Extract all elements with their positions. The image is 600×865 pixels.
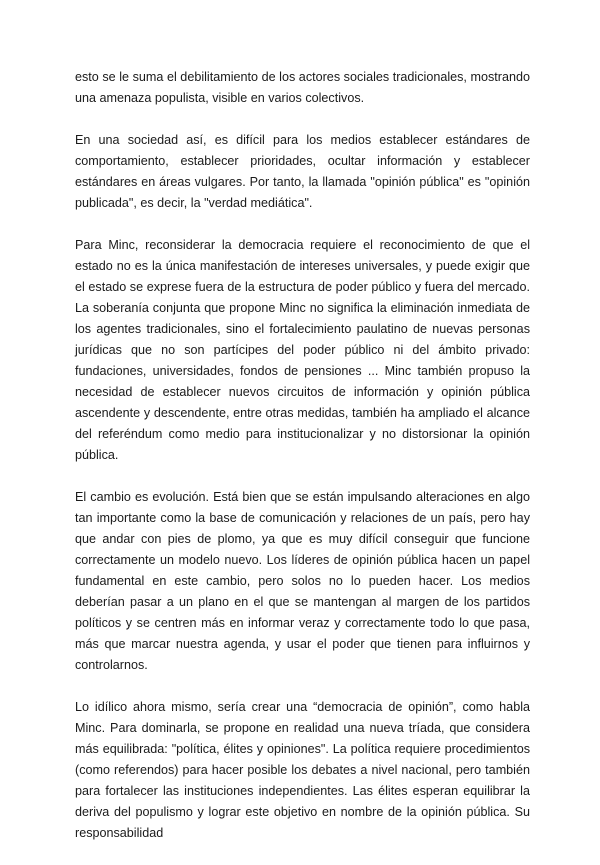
paragraph-2: En una sociedad así, es difícil para los medios establecer estándares de comportamiento, establecer prioridades, ocultar información y establecer estándares en áreas vulgares. Por tanto, la llamada "opinión pública" es "opinión publicada", es decir, la "verdad mediática". xyxy=(75,133,530,210)
document-body xyxy=(75,67,530,865)
paragraph-4: El cambio es evolución. Está bien que se están impulsando alteraciones en algo tan importante como la base de comunicación y relaciones de un país, pero hay que andar con pies de plomo, ya que es muy difícil conseguir que funcione correctamente un modelo nuevo. Los líderes de opinión pública hacen un papel fundamental en este cambio, pero solos no lo pueden hacer. Los medios deberían pasar a un plano en el que se mantengan al margen de los partidos políticos y se centren más en informar veraz y correctamente todo lo que pasa, más que marcar nuestra agenda, y usar el poder que tienen para influirnos y controlarnos. xyxy=(75,490,530,672)
paragraph-3: Para Minc, reconsiderar la democracia requiere el reconocimiento de que el estado no es la única manifestación de intereses universales, y puede exigir que el estado se exprese fuera de la estructura de poder público y fuera del mercado. La soberanía conjunta que propone Minc no significa la eliminación inmediata de los agentes tradicionales, sino el fortalecimiento paulatino de nuevas personas jurídicas que no son partícipes del poder público ni del ámbito privado: fundaciones, universidades, fondos de pensiones ... Minc también propuso la necesidad de establecer nuevos circuitos de información y opinión pública ascendente y descendente, entre otras medidas, también ha ampliado el alcance del referéndum como medio para institucionalizar y no distorsionar la opinión pública. xyxy=(75,238,530,462)
paragraph-1: esto se le suma el debilitamiento de los actores sociales tradicionales, mostrando una amenaza populista, visible en varios colectivos. xyxy=(75,70,530,105)
paragraph-5: Lo idílico ahora mismo, sería crear una “democracia de opinión”, como habla Minc. Para dominarla, se propone en realidad una nueva tríada, que considera más equilibrada: "política, élites y opiniones". La política requiere procedimientos (como referendos) para hacer posible los debates a nivel nacional, pero también para fortalecer las instituciones independientes. Las élites esperan equilibrar la deriva del populismo y lograr este objetivo en nombre de la opinión pública. Su responsabilidad xyxy=(75,700,530,840)
